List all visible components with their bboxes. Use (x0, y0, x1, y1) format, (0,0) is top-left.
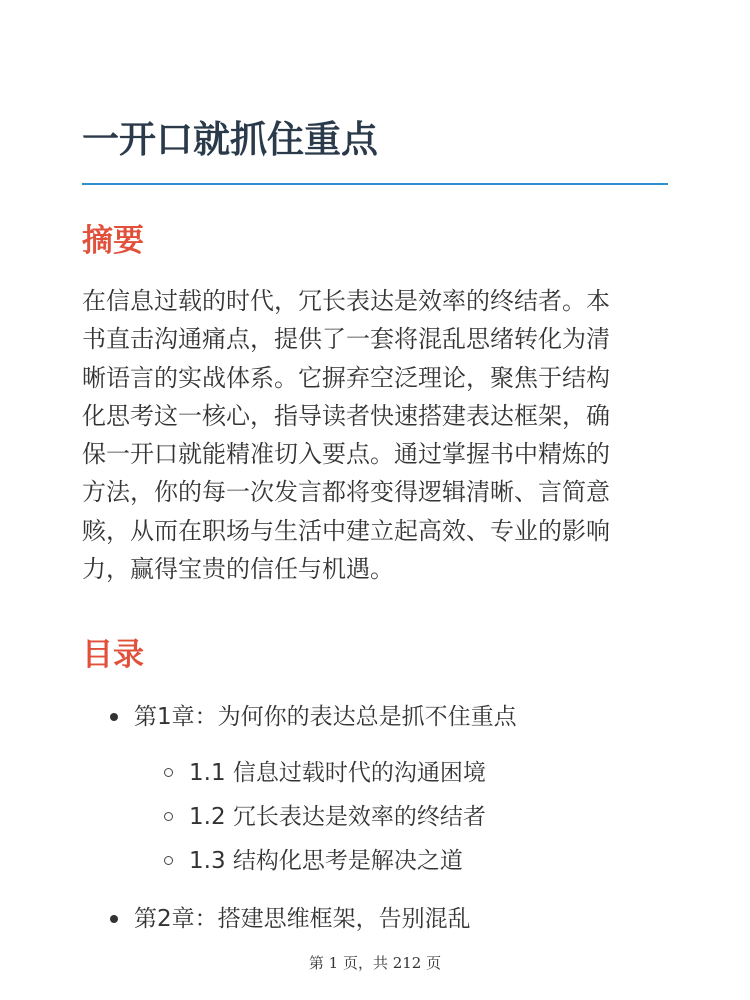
toc-section-label: 1.1 信息过载时代的沟通困境 (189, 760, 486, 786)
abstract-line: 保一开口就能精准切入要点。通过掌握书中精炼的 (82, 440, 610, 469)
bullet-icon (110, 915, 118, 923)
abstract-line: 书直击沟通痛点，提供了一套将混乱思绪转化为清 (82, 325, 610, 354)
abstract-heading: 摘要 (82, 223, 144, 259)
hollow-bullet-icon (164, 812, 173, 821)
toc-section-label: 1.3 结构化思考是解决之道 (189, 848, 463, 874)
abstract-line: 方法，你的每一次发言都将变得逻辑清晰、言简意 (82, 478, 610, 507)
hollow-bullet-icon (164, 856, 173, 865)
abstract-line: 化思考这一核心，指导读者快速搭建表达框架，确 (82, 401, 610, 430)
toc-chapter-label: 第1章：为何你的表达总是抓不住重点 (134, 704, 517, 730)
title-divider (82, 183, 668, 185)
hollow-bullet-icon (164, 768, 173, 777)
toc-chapter-label: 第2章：搭建思维框架，告别混乱 (134, 906, 471, 932)
toc-section-label: 1.2 冗长表达是效率的终结者 (189, 804, 486, 830)
abstract-line: 晰语言的实战体系。它摒弃空泛理论，聚焦于结构 (82, 363, 610, 392)
abstract-line: 力，赢得宝贵的信任与机遇。 (82, 555, 394, 584)
page-number-footer: 第 1 页，共 212 页 (308, 954, 442, 972)
bullet-icon (110, 713, 118, 721)
document-title: 一开口就抓住重点 (82, 118, 378, 161)
abstract-paragraph (82, 282, 672, 588)
abstract-line: 在信息过载的时代，冗长表达是效率的终结者。本 (82, 287, 610, 315)
toc-heading: 目录 (82, 637, 144, 673)
abstract-line: 赅，从而在职场与生活中建立起高效、专业的影响 (82, 516, 610, 545)
